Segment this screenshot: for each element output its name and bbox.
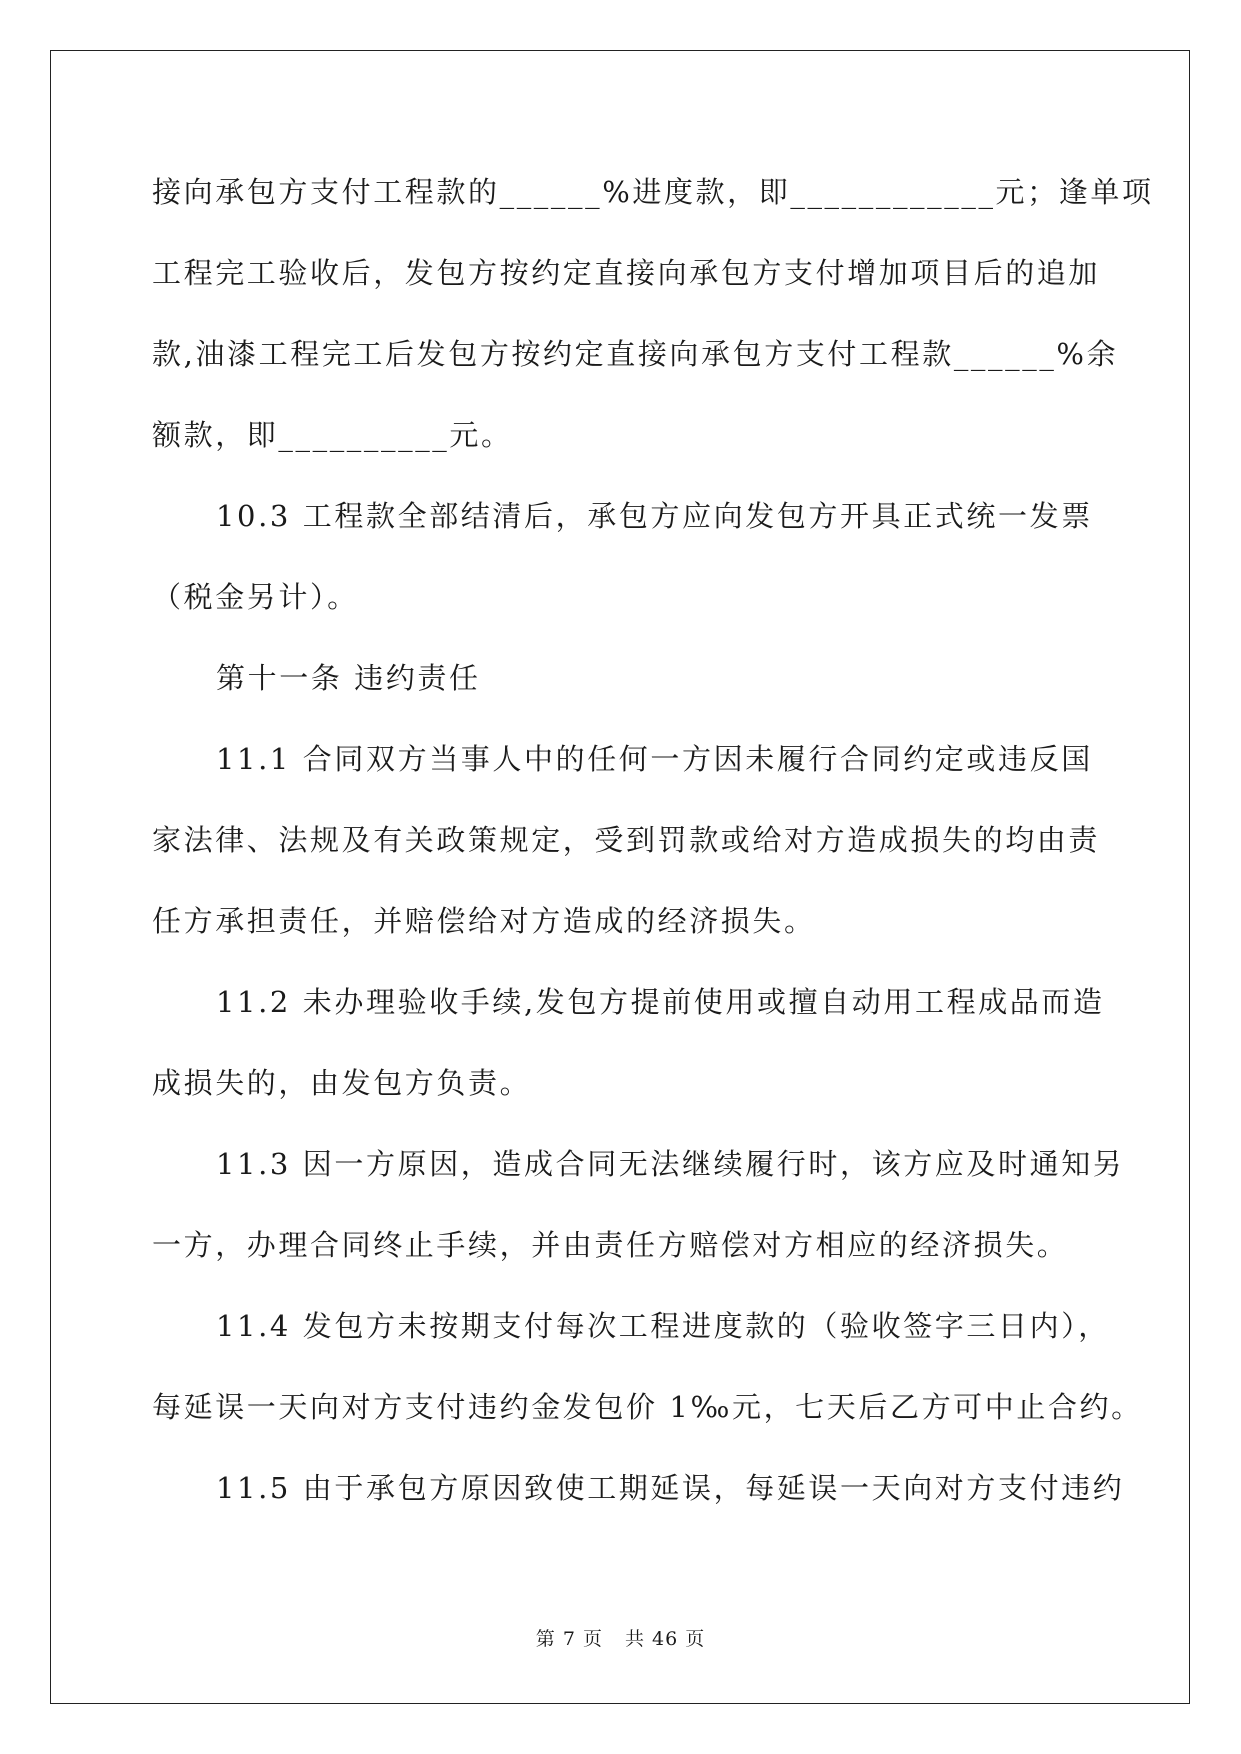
text-line: 额款，即__________元。 bbox=[152, 418, 513, 452]
page-footer bbox=[0, 1624, 1241, 1651]
text-line: 款,油漆工程完工后发包方按约定直接向承包方支付工程款______%余 bbox=[152, 337, 1119, 371]
document-body bbox=[152, 163, 1154, 1540]
total-pages: 共 46 页 bbox=[624, 1628, 706, 1650]
text-line: 一方，办理合同终止手续，并由责任方赔偿对方相应的经济损失。 bbox=[152, 1228, 1069, 1262]
clause-11-2: 11.2 未办理验收手续,发包方提前使用或擅自动用工程成品而造 bbox=[216, 985, 1105, 1019]
text-line: 接向承包方支付工程款的______%进度款，即____________元；逢单项 bbox=[152, 175, 1154, 209]
clause-10-3: 10.3 工程款全部结清后，承包方应向发包方开具正式统一发票 bbox=[216, 499, 1093, 533]
clause-11-4: 11.4 发包方未按期支付每次工程进度款的（验收签字三日内）， bbox=[216, 1309, 1110, 1343]
clause-11-1: 11.1 合同双方当事人中的任何一方因未履行合同约定或违反国 bbox=[216, 742, 1093, 776]
text-line: 成损失的，由发包方负责。 bbox=[152, 1066, 532, 1100]
clause-11-3: 11.3 因一方原因，造成合同无法继续履行时，该方应及时通知另 bbox=[216, 1147, 1125, 1181]
text-line: 任方承担责任，并赔偿给对方造成的经济损失。 bbox=[152, 904, 816, 938]
current-page-number: 第 7 页 bbox=[535, 1628, 603, 1650]
text-line: 每延误一天向对方支付违约金发包价 1‰元，七天后乙方可中止合约。 bbox=[152, 1390, 1143, 1424]
text-line: 家法律、法规及有关政策规定，受到罚款或给对方造成损失的均由责 bbox=[152, 823, 1101, 857]
text-line: （税金另计）。 bbox=[152, 580, 359, 614]
text-line: 工程完工验收后，发包方按约定直接向承包方支付增加项目后的追加 bbox=[152, 256, 1101, 290]
section-heading: 第十一条 违约责任 bbox=[216, 661, 481, 695]
clause-11-5: 11.5 由于承包方原因致使工期延误，每延误一天向对方支付违约 bbox=[216, 1471, 1125, 1505]
